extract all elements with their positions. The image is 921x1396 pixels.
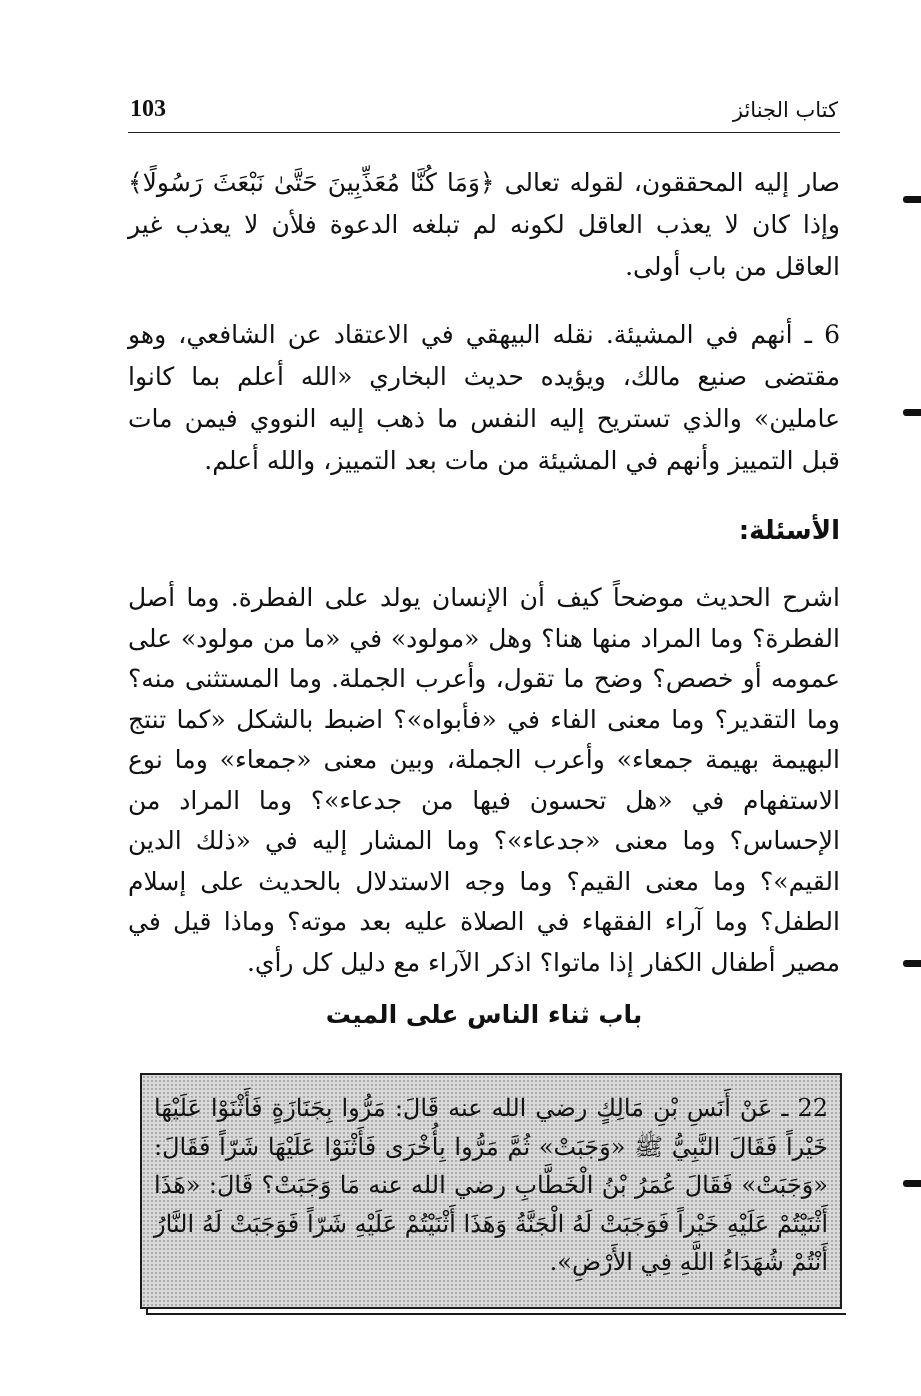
margin-mark <box>903 409 921 416</box>
questions-paragraph: اشرح الحديث موضحاً كيف أن الإنسان يولد على الفطرة. وما أصل الفطرة؟ وما المراد منها هنا؟ وهل «مولود» في «ما من مولود» على عمومه أو خصص؟ وضح ما تقول، وأعرب الجملة. وما المستثنى منه؟ وما التقدير؟ وما معنى الفاء في «فأبواه»؟ اضبط بالشكل «كما تنتج البهيمة بهيمة جمعاء» وأعرب الجملة، وبين معنى «جمعاء» وما نوع الاستفهام في «هل تحسون فيها من جدعاء»؟ وما المراد من الإحساس؟ وما معنى «جدعاء»؟ وما المشار إليه في «ذلك الدين القيم»؟ وما معنى القيم؟ وما وجه الاستدلال بالحديث على إسلام الطفل؟ وما آراء الفقهاء في الصلاة عليه بعد موته؟ وماذا قيل في مصير أطفال الكفار إذا ماتوا؟ اذكر الآراء مع دليل كل رأي. <box>128 583 840 977</box>
running-header <box>128 96 840 133</box>
questions-heading: الأسئلة: <box>738 516 840 546</box>
margin-mark <box>903 196 921 203</box>
book-title: كتاب الجنائز <box>732 98 838 122</box>
margin-mark <box>903 1180 921 1187</box>
page-number: 103 <box>130 96 166 122</box>
paragraph-sixth-opinion: 6 ـ أنهم في المشيئة. نقله البيهقي في الاعتقاد عن الشافعي، وهو مقتضى صنيع مالك، ويؤيده حديث البخاري «الله أعلم بما كانوا عاملين» والذي تستريح إليه النفس ما ذهب إليه النووي فيمن مات قبل التمييز وأنهم في المشيئة من مات بعد التمييز، والله أعلم. <box>128 320 840 475</box>
margin-mark <box>903 960 921 967</box>
hadith-box <box>140 1073 842 1309</box>
hadith-text: 22 ـ عَنْ أَنَسِ بْنِ مَالِكٍ رضي الله عنه قَالَ: مَرُّوا بِجَنَازَةٍ فَأَثْنَوْا عَلَيْهَا خَيْراً فَقَالَ النَّبِيُّ ﷺ «وَجَبَتْ» ثُمَّ مَرُّوا بِأُخْرَى فَأَثْنَوْا عَلَيْهَا شَرّاً فَقَالَ: «وَجَبَتْ» فَقَالَ عُمَرُ بْنُ الْخَطَّابِ رضي الله عنه مَا وَجَبَتْ؟ قَالَ: «هَذَا أَثْنَيْتُمْ عَلَيْهِ خَيْراً فَوَجَبَتْ لَهُ الْجَنَّةُ وَهَذَا أَثْنَيْتُمْ عَلَيْهِ شَرّاً فَوَجَبَتْ لَهُ النَّارُ أَنْتُمْ شُهَدَاءُ اللَّهِ فِي الأَرْضِ». <box>154 1094 828 1276</box>
paragraph-children-not-punished: صار إليه المحققون، لقوله تعالى ﴿وَمَا كُنَّا مُعَذِّبِينَ حَتَّىٰ نَبْعَثَ رَسُولًا﴾ وإذا كان لا يعذب العاقل لكونه لم تبلغه الدعوة فلأن لا يعذب غير العاقل من باب أولى. <box>128 168 840 281</box>
chapter-heading: باب ثناء الناس على الميت <box>325 1000 643 1029</box>
